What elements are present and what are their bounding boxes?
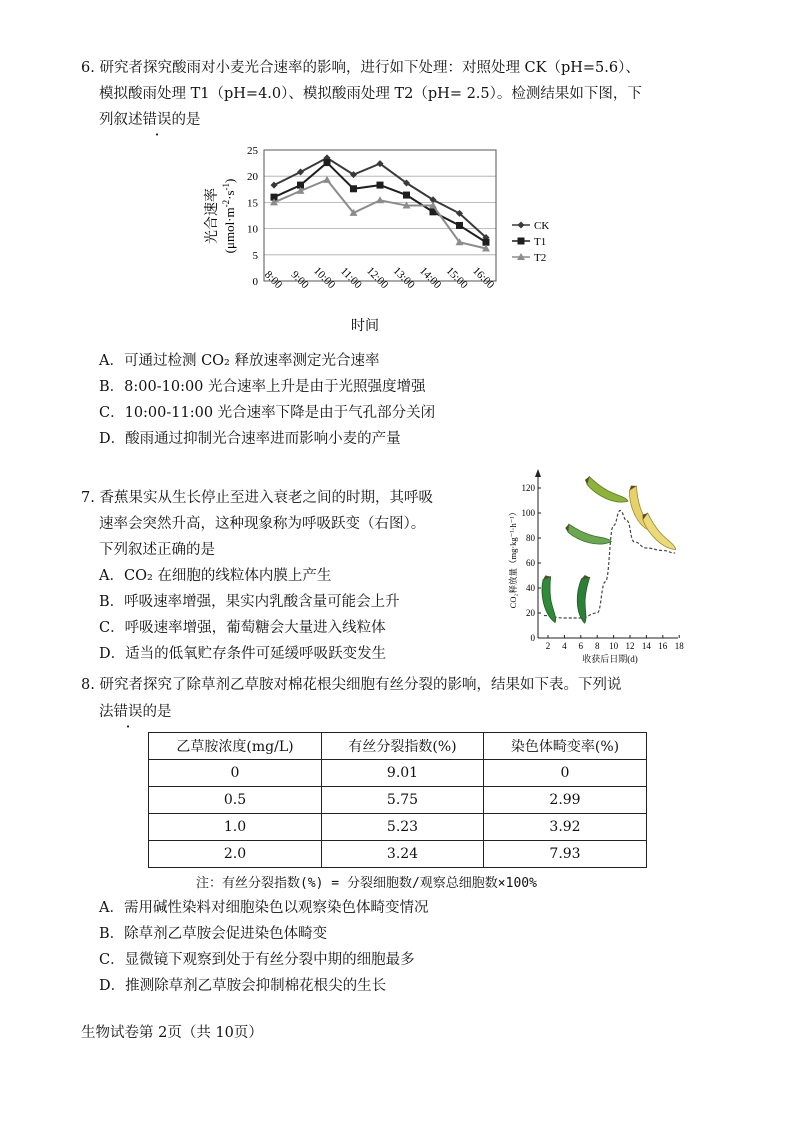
green-banana-icon-2 [576,575,590,624]
chart2-y-tick-label: 40 [526,583,535,593]
chart2-y-tick-label: 80 [526,533,535,543]
page-footer: 生物试卷第 2页（共 10页） [81,1025,263,1041]
q7-stem-line-1: 7. 香蕉果实从生长停止至进入衰老之间的时期，其呼吸 [81,490,433,506]
q8-option-c: C．显微镜下观察到处于有丝分裂中期的细胞最多 [99,952,415,968]
chart1-y-axis-label-unit: $(\mu mol\cdot m^{-2}\cdot s^{-1})$ [221,178,237,254]
table-row [149,760,647,787]
table-cell: 3.92 [484,814,647,841]
chart1-point-ck [297,169,304,176]
q6-stem-text: 列叙述 [99,112,143,128]
chart1-y-tick-label: 15 [247,197,258,210]
table-row [149,814,647,841]
table-cell: 0 [149,760,322,787]
table-cell: 3.24 [322,841,484,868]
q7-option-d: D．适当的低氧贮存条件可延缓呼吸跃变发生 [99,646,387,662]
q8-emphasis-word: 错误 [113,704,143,720]
photosynthesis-line-chart [190,138,570,338]
chart1-series-line-t2 [274,180,486,249]
chart2-x-tick-label: 14 [641,641,651,651]
q6-stem-line-1: 6. 研究者探究酸雨对小麦光合速率的影响，进行如下处理：对照处理 CK（pH=5.6）、 [81,60,640,76]
chart2-x-tick-label: 6 [578,641,584,651]
light-green-banana-icon [563,523,612,550]
q8-option-a: A．需用碱性染料对细胞染色以观察染色体畸变情况 [99,900,429,916]
q8-option-b: B．除草剂乙草胺会促进染色体畸变 [99,926,328,942]
chart1-x-tick-label: 10:00 [311,264,338,292]
chart1-x-tick-label: 11:00 [337,265,364,292]
chart2-x-tick-label: 4 [562,641,567,651]
chart2-y-axis-label: CO₂释放量（mg·kg⁻¹·h⁻¹） [508,507,518,609]
chart1-y-axis-label-main: 光合速率 [205,188,220,244]
chart1-series [270,154,490,251]
chart2-y-tick-label: 60 [526,558,535,568]
chart1-y-tick-label: 0 [252,276,258,288]
chart1-x-tick-labels [262,265,497,292]
chart1-legend-label-t2: T2 [534,252,547,264]
yellow-green-banana-icon [582,476,629,509]
chart1-y-tick-label: 25 [247,145,258,157]
q7-option-b: B．呼吸速率增强，果实内乳酸含量可能会上升 [99,594,400,610]
table-cell: 0.5 [149,787,322,814]
q8-stem-text: 法 [99,704,114,720]
table-header-cell: 乙草胺浓度(mg/L) [149,733,322,760]
table-row [149,841,647,868]
chart1-legend-label-t1: T1 [534,236,547,248]
chart1-x-axis-label: 时间 [351,319,379,334]
q8-stem-line-2 [99,702,172,722]
chart2-y-tick-label: 20 [526,608,535,618]
table-cell: 1.0 [149,814,322,841]
table-cell: 2.99 [484,787,647,814]
chart2-x-tick-label: 10 [609,641,619,651]
q7-option-a: A．CO₂ 在细胞的线粒体内膜上产生 [99,568,332,584]
yellow-banana-icon-2 [638,512,677,556]
chart2-x-tick-label: 18 [674,641,684,651]
chart2-x-tick-label: 2 [545,641,551,651]
herbicide-data-table [148,732,647,868]
chart2-x-tick-label: 8 [594,641,600,651]
chart2-y-tick-label: 120 [521,483,535,493]
chart1-x-tick-label: 8:00 [262,268,285,292]
chart1-point-t2 [323,176,331,183]
q6-stem-line-3 [99,110,201,130]
q6-stem-text-end: 的是 [171,112,201,128]
chart1-x-tick-label: 12:00 [364,264,391,292]
q6-stem-line-2: 模拟酸雨处理 T1（pH=4.0）、模拟酸雨处理 T2（pH= 2.5）。检测结果如下图，下 [99,86,642,102]
chart2-x-tick-label: 16 [658,641,668,651]
chart2-x-tick-labels [546,635,684,651]
chart1-y-tick-label: 20 [247,171,258,184]
chart2-y-tick-label: 0 [530,633,535,643]
chart1-point-t2 [376,196,384,203]
table-cell: 2.0 [149,841,322,868]
chart1-y-tick-label: 5 [252,249,258,262]
table-cell: 9.01 [322,760,484,787]
q8-stem-line-1: 8. 研究者探究了除草剂乙草胺对棉花根尖细胞有丝分裂的影响，结果如下表。下列说 [81,677,622,693]
banana-respiration-chart [500,466,690,666]
q6-option-c: C．10:00-11:00 光合速率下降是由于气孔部分关闭 [99,405,436,421]
chart2-y-tick-label: 100 [521,508,535,518]
q7-stem-line-3: 下列叙述正确的是 [99,542,215,558]
table-cell: 7.93 [484,841,647,868]
chart2-y-axis-arrow [535,469,541,477]
q6-option-b: B．8:00-10:00 光合速率上升是由于光照强度增强 [99,379,426,395]
q6-emphasis-word: 错误 [142,112,172,128]
chart1-point-t1 [403,192,410,199]
chart1-y-tick-labels [247,145,259,288]
chart1-legend-marker-t1 [518,238,525,245]
chart1-point-ck [271,182,278,189]
table-header-cell: 有丝分裂指数(%) [322,733,484,760]
chart2-x-axis-label: 收获后日期(d) [582,654,638,664]
table-cell: 5.75 [322,787,484,814]
chart2-x-tick-label: 12 [625,641,635,651]
chart1-point-t1 [324,159,331,166]
table-header-row [149,733,647,760]
chart1-point-t1 [350,185,357,192]
chart1-x-tick-label: 13:00 [390,264,417,292]
chart1-point-t1 [377,182,384,189]
chart1-y-tick-label: 10 [247,223,258,236]
chart1-legend [512,220,549,264]
green-banana-icon-1 [540,575,558,624]
chart1-x-tick-label: 14:00 [417,264,444,292]
chart1-x-tick-label: 9:00 [288,268,311,292]
table-cell: 0 [484,760,647,787]
table-cell: 5.23 [322,814,484,841]
q6-option-a: A．可通过检测 CO₂ 释放速率测定光合速率 [99,353,380,369]
q6-option-d: D．酸雨通过抑制光合速率进而影响小麦的产量 [99,431,401,447]
chart1-legend-marker-ck [518,222,525,229]
table-header-cell: 染色体畸变率(%) [484,733,647,760]
chart1-point-t1 [456,222,463,229]
chart1-legend-label-ck: CK [534,220,550,232]
q7-stem-line-2: 速率会突然升高，这种现象称为呼吸跃变（右图）。 [99,516,426,532]
chart1-x-tick-label: 15:00 [443,264,470,292]
q7-option-c: C．呼吸速率增强，葡萄糖会大量进入线粒体 [99,620,386,636]
q8-option-d: D．推测除草剂乙草胺会抑制棉花根尖的生长 [99,978,387,994]
table-row [149,787,647,814]
table-note: 注：有丝分裂指数(%) = 分裂细胞数/观察总细胞数×100% [196,876,537,891]
q8-stem-text-end: 的是 [142,704,172,720]
chart1-x-tick-label: 16:00 [470,264,497,292]
